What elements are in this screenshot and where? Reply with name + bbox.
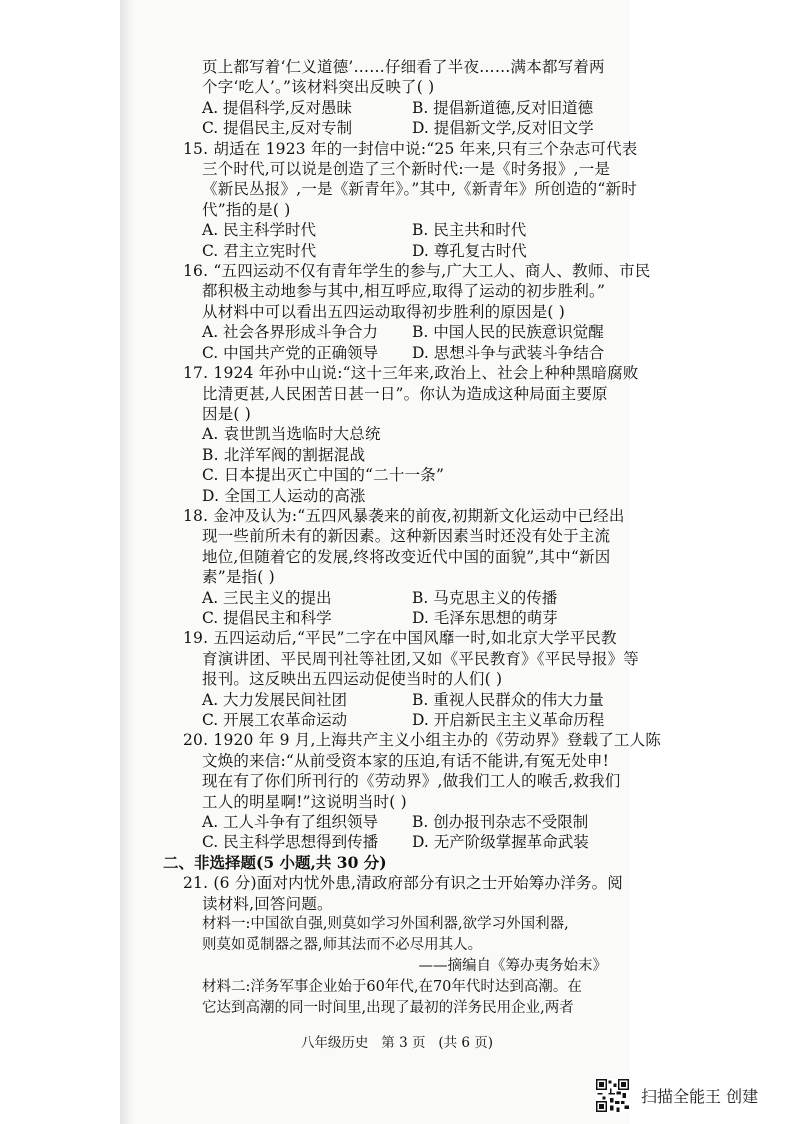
answer-option: D. 无产阶级掌握革命武装	[412, 833, 589, 852]
question-line: 《新民丛报》,一是《新青年》。”其中,《新青年》所创造的“新时	[202, 180, 637, 199]
answer-option: D. 开启新民主主义革命历程	[412, 711, 605, 729]
option-row	[183, 322, 623, 342]
option-row	[183, 588, 623, 608]
question-line: B. 北洋军阀的割据混战	[202, 445, 366, 464]
answer-option: A. 提倡科学,反对愚昧	[202, 98, 352, 117]
answer-option: A. 社会各界形成斗争合力	[202, 323, 379, 342]
question-line: C. 日本提出灭亡中国的“二十一条”	[202, 466, 445, 485]
question-line: 21. (6 分)面对内忧外患,清政府部分有识之士开始筹办洋务。阅	[183, 874, 623, 893]
question-line: D. 全国工人运动的高涨	[202, 486, 366, 505]
option-row	[183, 118, 623, 138]
answer-option: C. 君主立宪时代	[202, 241, 317, 260]
question-content	[163, 57, 661, 1019]
question-line: A. 袁世凯当选临时大总统	[202, 425, 381, 444]
material-line: 它达到高潮的同一时间里,出现了最初的洋务民用企业,两者	[202, 1000, 574, 1017]
question-line: 比清更甚,人民困苦日甚一日”。你认为造成这种局面主要原	[202, 384, 608, 403]
answer-option: C. 中国共产党的正确领导	[202, 343, 379, 362]
question-line: 18. 金冲及认为:“五四风暴袭来的前夜,初期新文化运动中已经出	[183, 506, 625, 525]
material-line: 材料一:中国欲自强,则莫如学习外国利器,欲学习外国利器,	[202, 916, 569, 933]
question-line: 19. 五四运动后,“平民”二字在中国风靡一时,如北京大学平民教	[183, 629, 617, 648]
answer-option: B. 马克思主义的传播	[412, 588, 558, 607]
option-row	[183, 832, 623, 852]
answer-option: B. 提倡新道德,反对旧道德	[412, 98, 594, 117]
question-line: 工人的明星啊!”这说明当时( )	[202, 792, 407, 811]
question-line: 个字‘吃人’。”该材料突出反映了( )	[202, 78, 435, 97]
material-line: 材料二:洋务军事企业始于60年代,在70年代时达到高潮。在	[202, 979, 582, 996]
answer-option: A. 大力发展民间社团	[202, 690, 348, 709]
answer-option: B. 中国人民的民族意识觉醒	[412, 323, 604, 342]
answer-option: C. 民主科学思想得到传播	[202, 833, 379, 852]
option-row	[183, 710, 623, 730]
answer-option: D. 提倡新文学,反对旧文学	[412, 119, 594, 138]
option-row	[183, 98, 623, 118]
question-line: 三个时代,可以说是创造了三个新时代:一是《时务报》,一是	[202, 160, 611, 179]
answer-option: C. 开展工农革命运动	[202, 711, 348, 729]
scan-shadow	[120, 0, 134, 1124]
question-line: 现在有了你们所刊行的《劳动界》,做我们工人的喉舌,救我们	[202, 772, 621, 791]
section-heading: 二、非选择题(5 小题,共 30 分)	[163, 852, 387, 872]
qr-code-icon	[596, 1079, 629, 1112]
question-line: 现一些前所未有的新因素。这种新因素当时还没有处于主流	[202, 527, 611, 546]
material-line: 则莫如觅制器之器,师其法而不必尽用其人。	[202, 937, 483, 954]
answer-option: B. 创办报刊杂志不受限制	[412, 813, 589, 832]
watermark-text: 扫描全能王 创建	[641, 1086, 759, 1106]
question-line: 育演讲团、平民周刊社等社团,又如《平民教育》《平民导报》等	[202, 649, 639, 668]
answer-option: A. 民主科学时代	[202, 221, 317, 240]
answer-option: C. 提倡民主,反对专制	[202, 119, 353, 138]
answer-option: D. 毛泽东思想的萌芽	[412, 608, 558, 627]
question-line: 15. 胡适在 1923 年的一封信中说:“25 年来,只有三个杂志可代表	[183, 139, 638, 158]
answer-option: A. 工人斗争有了组织领导	[202, 813, 379, 832]
option-row	[183, 608, 623, 628]
option-row	[183, 343, 623, 363]
page-footer: 八年级历史 第 3 页 (共 6 页)	[300, 1035, 494, 1051]
question-line: 代”指的是( )	[202, 200, 291, 219]
material-source: ——摘编自《筹办夷务始末》	[418, 958, 607, 975]
option-row	[183, 690, 623, 710]
question-line: 都积极主动地参与其中,相互呼应,取得了运动的初步胜利。”	[202, 282, 606, 301]
question-line: 读材料,回答问题。	[202, 894, 333, 913]
question-line: 报刊。这反映出五四运动促使当时的人们( )	[202, 670, 503, 689]
option-row	[183, 220, 623, 240]
option-row	[183, 812, 623, 832]
question-line: 素”是指( )	[202, 568, 275, 587]
question-line: 地位,但随着它的发展,终将改变近代中国的面貌”,其中“新因	[202, 547, 611, 566]
answer-option: D. 尊孔复古时代	[412, 241, 527, 260]
answer-option: B. 民主共和时代	[412, 221, 527, 240]
answer-option: C. 提倡民主和科学	[202, 608, 332, 627]
question-line: 16. “五四运动不仅有青年学生的参与,广大工人、商人、教师、市民	[183, 262, 651, 281]
answer-option: A. 三民主义的提出	[202, 588, 332, 607]
question-line: 因是( )	[202, 404, 252, 423]
answer-option: D. 思想斗争与武装斗争结合	[412, 343, 605, 362]
question-line: 20. 1920 年 9 月,上海共产主义小组主办的《劳动界》登载了工人陈	[183, 731, 661, 750]
answer-option: B. 重视人民群众的伟大力量	[412, 690, 604, 709]
question-line: 文焕的来信:“从前受资本家的压迫,有话不能讲,有冤无处申!	[202, 751, 610, 770]
question-line: 17. 1924 年孙中山说:“这十三年来,政治上、社会上种种黑暗腐败	[183, 364, 639, 383]
scanner-watermark	[596, 1077, 758, 1113]
question-line: 从材料中可以看出五四运动取得初步胜利的原因是( )	[202, 302, 566, 321]
question-line: 页上都写着‘仁义道德’……仔细看了半夜……满本都写着两	[202, 58, 605, 76]
option-row	[183, 241, 623, 261]
